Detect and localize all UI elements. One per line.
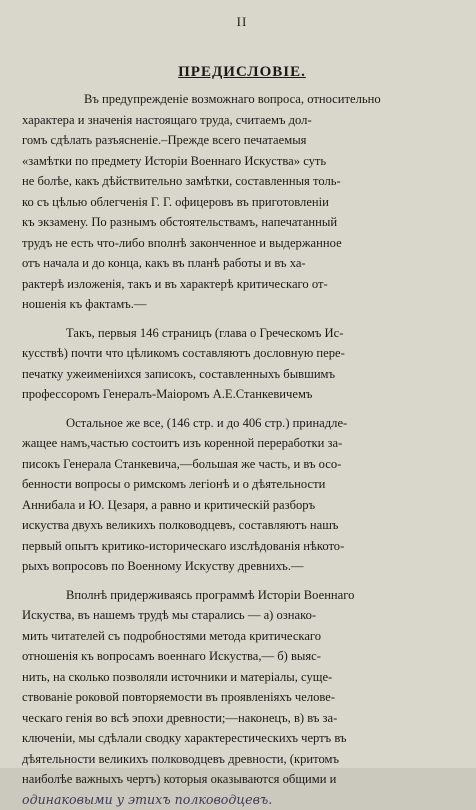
- text-line: ключеніи, мы сдѣлали сводку характерестическихъ чертъ въ: [22, 728, 462, 749]
- paragraph-4: [22, 585, 462, 810]
- text-line: жащее намъ,частью состоитъ изъ коренной переработки за-: [22, 433, 462, 454]
- text-line: кусствѣ) почти что цѣликомъ составляютъ дословную пере-: [22, 343, 462, 364]
- text-line: искуства двухъ великихъ полководцевъ, составляютъ нашъ: [22, 515, 462, 536]
- text-line: мить читателей съ подробностями метода критическаго: [22, 626, 462, 647]
- page-number: II: [22, 14, 462, 30]
- text-line: Искуства, въ нашемъ трудѣ мы старались — а) ознако-: [22, 605, 462, 626]
- text-line: рактерѣ изложенія, такъ и въ характерѣ критическаго от-: [22, 274, 462, 295]
- text-line: дѣятельности великихъ полководцевъ древности, (критомъ: [22, 749, 462, 770]
- text-line: рыхъ вопросовъ по Военному Искуству древнихъ.—: [22, 556, 462, 577]
- page-title: ПРЕДИСЛОВІЕ.: [22, 64, 462, 81]
- text-line: ческаго генія во всѣ эпохи древности;—наконецъ, в) въ за-: [22, 708, 462, 729]
- text-line: нить, на сколько позволяли источники и матеріалы, суще-: [22, 667, 462, 688]
- text-line: ствованіе роковой повторяемости въ проявленіяхъ челове-: [22, 687, 462, 708]
- text-line: профессоромъ Генералъ-Маіоромъ А.Е.Станкевичемъ: [22, 384, 462, 405]
- text-line: наиболѣе важныхъ чертъ) которыя оказываются общими и: [22, 769, 462, 790]
- text-line: бенности вопросы о римскомъ легіонѣ и о дѣятельности: [22, 474, 462, 495]
- text-line: Такъ, первыя 146 страницъ (глава о Греческомъ Ис-: [22, 323, 462, 344]
- text-line: Вполнѣ придерживаясь программѣ Исторіи Военнаго: [22, 585, 462, 606]
- text-line: отношенія къ вопросамъ военнаго Искуства,— б) выяс-: [22, 646, 462, 667]
- text-line: Аннибала и Ю. Цезаря, а равно и критическій разборъ: [22, 495, 462, 516]
- paragraph-3: [22, 413, 462, 577]
- text-line: Въ предупрежденіе возможнаго вопроса, относительно: [22, 89, 462, 110]
- text-line: отъ начала и до конца, какъ въ планѣ работы и въ ха-: [22, 253, 462, 274]
- text-line: трудъ не есть что-либо вполнѣ законченное и выдержанное: [22, 233, 462, 254]
- text-line: печатку ужеименіихся записокъ, составленныхъ бывшимъ: [22, 364, 462, 385]
- text-line: первый опытъ критико-историческаго изслѣдованія нѣкото-: [22, 536, 462, 557]
- text-line: характера и значенія настоящаго труда, считаемъ дол-: [22, 110, 462, 131]
- text-line: ко съ цѣлью облегченія Г. Г. офицеровъ въ приготовленіи: [22, 192, 462, 213]
- handwritten-line: одинаковыми у этихъ полководцевъ.: [22, 790, 462, 810]
- text-line: «замѣтки по предмету Исторіи Военнаго Искуства» суть: [22, 151, 462, 172]
- text-line: не болѣе, какъ дѣйствительно замѣтки, составленныя толь-: [22, 171, 462, 192]
- paragraph-1: [22, 89, 462, 315]
- text-line: ношенія къ фактамъ.—: [22, 294, 462, 315]
- text-line: писокъ Генерала Станкевича,—большая же часть, и въ осо-: [22, 454, 462, 475]
- text-line: гомъ сдѣлать разъясненіе.–Прежде всего печатаемыя: [22, 130, 462, 151]
- text-line: къ экзамену. По разнымъ обстоятельствамъ, напечатанный: [22, 212, 462, 233]
- text-line: Остальное же все, (146 стр. и до 406 стр.) принадле-: [22, 413, 462, 434]
- paragraph-2: [22, 323, 462, 405]
